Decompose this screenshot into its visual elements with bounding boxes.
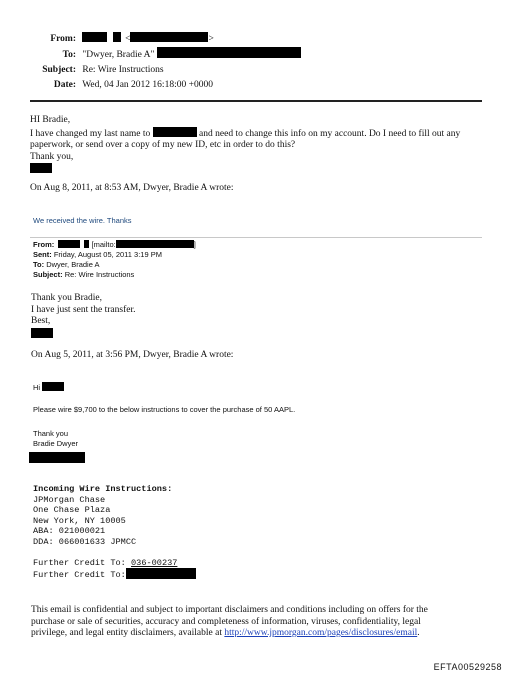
fwd-sent-label: Sent:: [33, 250, 52, 259]
fwd-subject-label: Subject:: [33, 270, 63, 279]
subject-value: Re: Wire Instructions: [82, 65, 164, 75]
header-subject-row: [0, 63, 512, 78]
fwd-to-label: To:: [33, 260, 45, 269]
disclaimer-line: privilege, and legal entity disclaimers, available at http://www.jpmorgan.com/pages/disclosures/email.: [31, 628, 420, 638]
greeting: HI Bradie,: [30, 115, 71, 125]
from-gt: >: [208, 34, 214, 44]
redaction: [82, 32, 107, 42]
signature: [33, 429, 78, 449]
message-line: I have changed my last name to and need to change this info on my account. Do I need to fill out any: [30, 128, 461, 139]
redaction: [29, 452, 85, 463]
header-to-row: [0, 47, 512, 63]
reply-text: We received the wire. Thanks: [33, 216, 132, 225]
redaction: [84, 240, 89, 248]
quote-intro: On Aug 5, 2011, at 3:56 PM, Dwyer, Bradie A wrote:: [31, 350, 234, 360]
message-body: [33, 382, 64, 393]
header-from-row: [0, 32, 512, 47]
mailto-open: [mailto:: [91, 240, 116, 249]
document-id: EFTA00529258: [433, 662, 502, 672]
redaction: [130, 32, 208, 42]
signature-name: Bradie Dwyer: [33, 439, 79, 448]
wire-bank: JPMorgan Chase: [33, 494, 106, 505]
forwarded-header: [33, 240, 473, 280]
wire-credit-row: Further Credit To: 036-00237: [33, 557, 178, 568]
fwd-sent-row: [33, 250, 473, 260]
mailto-close: ]: [193, 240, 196, 249]
wire-credit-value: 036-00237: [131, 557, 178, 568]
fwd-from-label: From:: [33, 240, 55, 249]
email-header: [0, 32, 512, 93]
message-line: paperwork, or send over a copy of my new ID, etc in order to do this?: [30, 140, 296, 150]
redaction: [113, 32, 121, 42]
message-body: [30, 115, 490, 177]
fwd-to-value: Dwyer, Bradie A: [46, 260, 100, 269]
wire-address: New York, NY 10005: [33, 515, 126, 526]
divider: [30, 237, 482, 238]
fwd-to-row: [33, 260, 473, 270]
redaction: [58, 240, 80, 248]
thank-you: Thank you: [33, 429, 69, 438]
disclaimer-line: purchase or sale of securities, accuracy and completeness of information, viruses, confidentiality, legal: [31, 616, 421, 627]
fwd-sent-value: Friday, August 05, 2011 3:19 PM: [53, 250, 162, 259]
redaction: [153, 127, 197, 137]
wire-title: Incoming Wire Instructions:: [33, 484, 173, 494]
hi-text: Hi: [33, 383, 41, 392]
wire-address: One Chase Plaza: [33, 505, 111, 516]
to-value: "Dwyer, Bradie A": [82, 50, 155, 60]
signoff: Thank you,: [30, 151, 74, 162]
message-line: Thank you Bradie,: [31, 293, 102, 303]
date-value: Wed, 04 Jan 2012 16:18:00 +0000: [82, 80, 213, 90]
from-label: From:: [50, 34, 76, 44]
message-body: [31, 293, 135, 341]
wire-instructions: [33, 484, 196, 581]
redaction: [31, 328, 53, 338]
message-line: Best,: [31, 316, 51, 326]
header-divider: [30, 100, 482, 102]
fwd-from-row: [33, 240, 473, 250]
redaction: [116, 240, 194, 248]
from-lt: <: [125, 34, 131, 44]
wire-credit-row: Further Credit To:: [33, 568, 196, 581]
quote-intro: On Aug 8, 2011, at 8:53 AM, Dwyer, Bradie A wrote:: [30, 183, 234, 193]
header-date-row: [0, 78, 512, 93]
disclosures-link[interactable]: http://www.jpmorgan.com/pages/disclosures/email: [224, 628, 418, 638]
date-label: Date:: [53, 80, 76, 90]
redaction: [30, 163, 52, 173]
disclaimer-line: This email is confidential and subject to important disclaimers and conditions including on offers for the: [31, 605, 428, 615]
redaction: [126, 568, 196, 579]
instruction-line: Please wire $9,700 to the below instructions to cover the purchase of 50 AAPL.: [33, 405, 296, 414]
redaction: [42, 382, 64, 391]
disclaimer: [31, 605, 501, 640]
wire-dda: DDA: 066001633 JPMCC: [33, 536, 137, 547]
message-line: I have just sent the transfer.: [31, 304, 136, 315]
wire-aba: ABA: 021000021: [33, 526, 106, 537]
fwd-subject-value: Re: Wire Instructions: [64, 270, 135, 279]
to-label: To:: [62, 50, 76, 60]
fwd-subject-row: [33, 270, 473, 280]
subject-label: Subject:: [42, 65, 76, 75]
redaction: [157, 47, 301, 58]
